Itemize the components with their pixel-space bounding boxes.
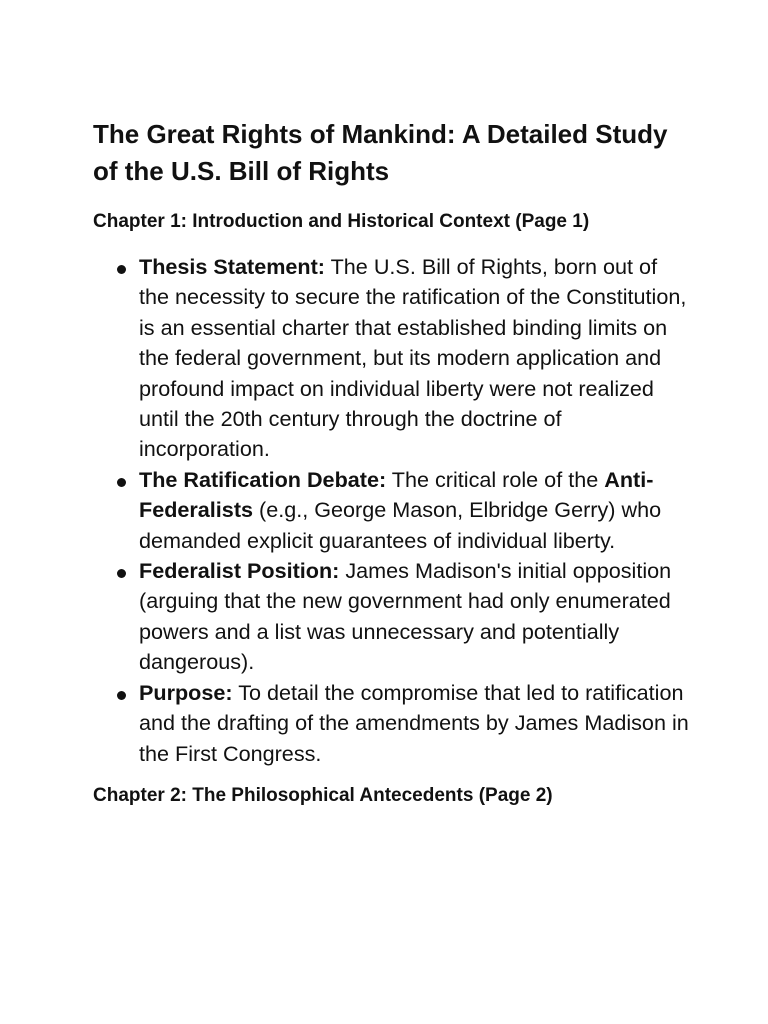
chapter-1-heading: Chapter 1: Introduction and Historical Context (Page 1) — [93, 211, 590, 232]
item-text: James Madison's initial opposition (arguing that the new government had only enumerated powers and a list was unnecessary and potentially dangerous). — [139, 558, 672, 675]
item-label: Federalist Position: — [139, 558, 340, 584]
bullet-icon — [117, 478, 126, 487]
list-item-purpose — [93, 678, 693, 769]
item-label: Purpose: — [139, 679, 233, 705]
chapter-1-bullet-list — [93, 252, 693, 769]
bullet-icon — [117, 569, 126, 578]
document-title: The Great Rights of Mankind: A Detailed Study of the U.S. Bill of Rights — [93, 119, 668, 186]
item-text: The critical role of the — [386, 466, 605, 492]
document-page — [93, 116, 693, 809]
list-item-ratification-debate — [93, 465, 693, 556]
item-text: To detail the compromise that led to ratification and the drafting of the amendments by James Madison in the First Congress. — [139, 679, 689, 766]
item-label: The Ratification Debate: — [139, 466, 387, 492]
item-label: Thesis Statement: — [139, 254, 325, 279]
list-item-thesis-statement — [93, 252, 693, 465]
bullet-icon — [117, 691, 126, 700]
item-emphasis: Anti-Federalists — [139, 466, 654, 523]
item-text: The U.S. Bill of Rights, born out of the necessity to secure the ratification of the Constitution, is an essential charter that established binding limits on the federal government, but its modern application and profound impact on individual liberty were not realized until the 20th century through the doctrine of incorporation. — [139, 254, 687, 462]
list-item-federalist-position — [93, 556, 693, 678]
bullet-icon — [117, 265, 126, 274]
item-text-continued: (e.g., George Mason, Elbridge Gerry) who demanded explicit guarantees of individual liberty. — [139, 497, 662, 553]
chapter-2-heading: Chapter 2: The Philosophical Antecedents (Page 2) — [93, 784, 553, 806]
